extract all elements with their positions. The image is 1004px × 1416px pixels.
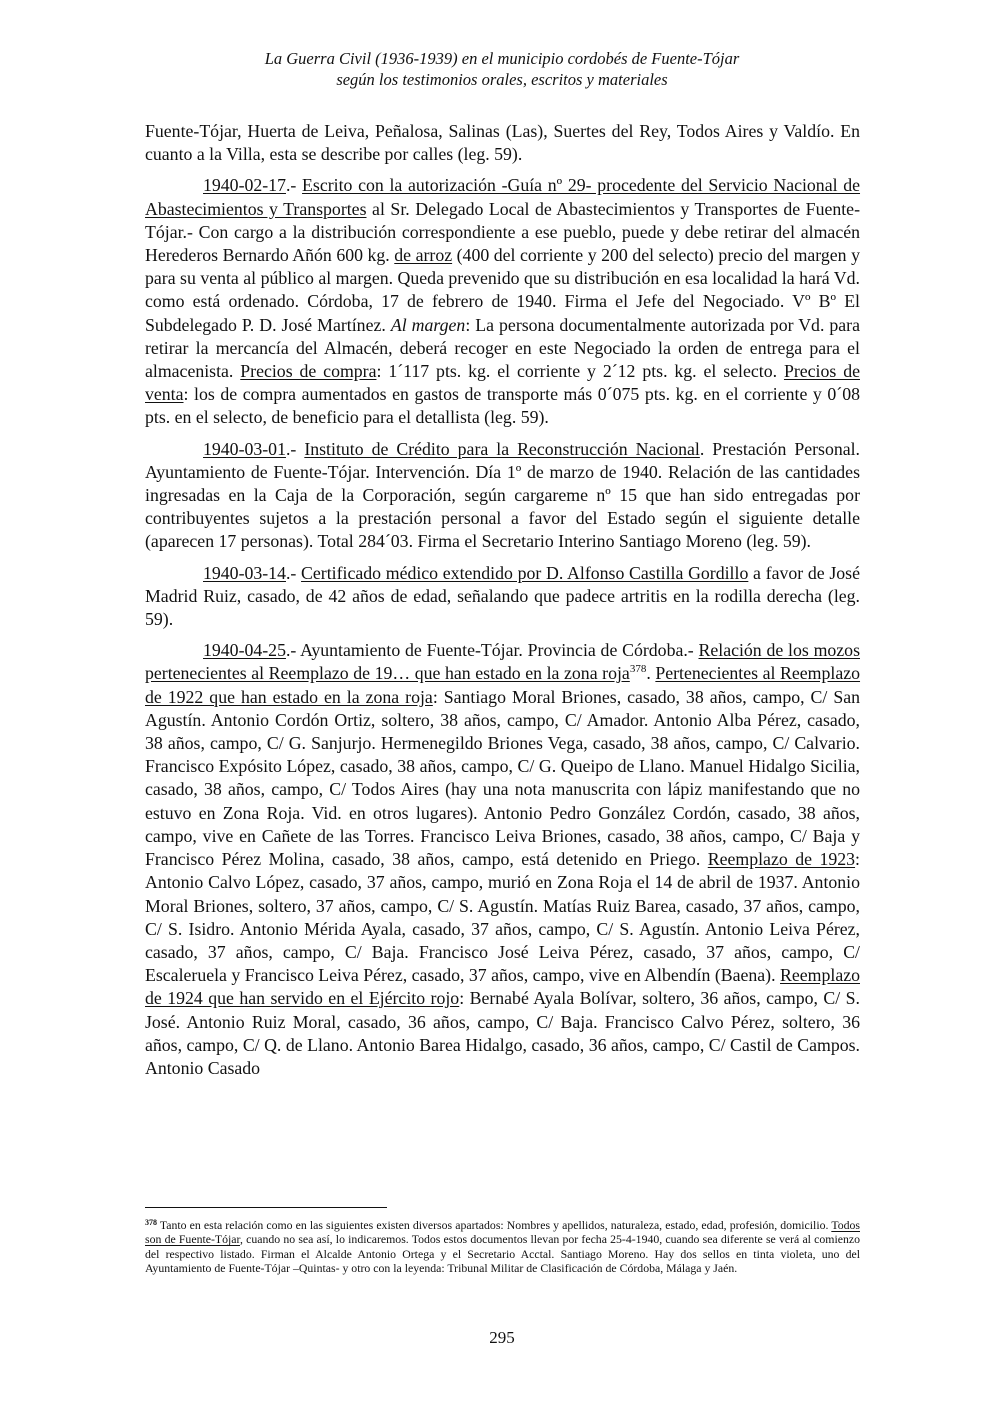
header-line-1: La Guerra Civil (1936-1939) en el municipio cordobés de Fuente-Tójar [264, 49, 740, 68]
underlined-text: Reemplazo de 1924 que han servido en el Ejército rojo [145, 965, 860, 1009]
underlined-text: de arroz [394, 245, 453, 266]
footnote-text: , cuando no sea así, lo indicaremos. Todos estos documentos llevan por fecha 25-4-1940, cuando sea diferente se verá al comienzo del respectivo listado. Firman el Alcalde Antonio Ortega y el Secretario Acctal. Santiago Moreno. Hay dos sellos en tinta violeta, uno del Ayuntamiento de Fuente-Tójar –Quintas- y otro con la leyenda: Tribunal Militar de Clasificación de Córdoba, Málaga y Jaén. [145, 1232, 860, 1276]
entry-1940-02-17 [145, 174, 860, 429]
underlined-text: Precios de compra [240, 361, 377, 382]
text-run: : Antonio Calvo López, casado, 37 años, campo, murió en Zona Roja el 14 de abril de 1937. Antonio Moral Briones, soltero, 37 años, campo, C/ S. Agustín. Matías Ruiz Barea, casado, 37 años, campo, C/ S. Isidro. Antonio Mérida Ayala, casado, 37 años, campo, C/ S. Agustín. Antonio Leiva Pérez, casado, 37 años, campo, C/ Baja. Francisco José Leiva Pérez, casado, 37 años, campo, C/ Escaleruela y Francisco Leiva Pérez, casado, 37 años, campo, vive en Albendín (Baena). [145, 849, 860, 986]
page-number: 295 [489, 1328, 515, 1347]
entry-date: 1940-03-14 [203, 562, 286, 583]
text-run: al Sr. Delegado Local de Abastecimientos y Transportes de Fuente-Tójar.- Con cargo a la distribución correspondiente a ese pueblo, puede y debe retirar del almacén Herederos Bernardo Añón 600 kg. [145, 198, 860, 266]
entry-1940-03-01 [145, 438, 860, 554]
entry-1940-04-25 [145, 639, 860, 1080]
underlined-text: Instituto de Crédito para la Reconstrucción Nacional [304, 438, 700, 459]
text-run: : La persona documentalmente autorizada por Vd. para retirar la mercancía del Almacén, deberá recoger en este Negociado la orden de entrega para el almacenista. [145, 314, 860, 382]
header-line-2: según los testimonios orales, escritos y materiales [336, 70, 668, 89]
text-run: .- [285, 175, 303, 196]
underlined-text: Escrito con la autorización -Guía nº 29- procedente del Servicio Nacional de Abastecimientos y Transportes [145, 175, 861, 219]
underlined-text: Precios de venta [145, 361, 860, 405]
text-run: .- [285, 438, 305, 459]
entry-1940-03-14 [145, 562, 860, 632]
text-run: : 1´117 pts. kg. el corriente y 2´12 pts. kg. el selecto. [376, 361, 784, 382]
text-run: .- Ayuntamiento de Fuente-Tójar. Provincia de Córdoba.- [285, 640, 699, 661]
text-run: .- [285, 562, 302, 583]
footnote-text: Tanto en esta relación como en las siguientes existen diversos apartados: Nombres y apellidos, naturaleza, estado, edad, profesión, domicilio. [157, 1218, 832, 1232]
text-run: . Prestación Personal. Ayuntamiento de Fuente-Tójar. Intervención. Día 1º de marzo de 1940. Relación de las cantidades ingresadas en la Caja de la Corporación, según cargareme nº 15 que han sido entregadas por contribuyentes sujetos a la prestación personal a favor del Estado según el siguiente detalle (aparecen 17 personas). Total 284´03. Firma el Secretario Interino Santiago Moreno (leg. 59). [145, 438, 861, 552]
text-run: : Bernabé Ayala Bolívar, soltero, 36 años, campo, C/ S. José. Antonio Ruiz Moral, casado, 36 años, campo, C/ Baja. Francisco Calvo Pérez, soltero, 36 años, campo, C/ Q. de Llano. Antonio Barea Hidalgo, casado, 36 años, campo, C/ Castil de Campos. Antonio Casado [145, 988, 861, 1078]
underlined-text: Reemplazo de 1923 [707, 849, 856, 870]
text-run: (400 del corriente y 200 del selecto) precio del margen y para su venta al público al margen. Queda prevenido que su distribución en esa localidad la hará Vd. como está ordenado. Córdoba, 17 de febrero de 1940. Firma el Jefe del Negociado. Vº Bº El Subdelegado P. D. José Martínez. [145, 245, 860, 335]
text-run: . [646, 663, 656, 684]
underlined-text: Certificado médico extendido por D. Alfonso Castilla Gordillo [301, 562, 749, 583]
running-header [0, 48, 1004, 90]
italic-text: Al margen [390, 314, 466, 335]
paragraph-continuation [145, 120, 860, 166]
footnote-number: 378 [145, 1218, 157, 1227]
entry-date: 1940-04-25 [203, 640, 286, 661]
page-body [145, 120, 860, 1088]
footnote-378 [145, 1218, 860, 1276]
text-run: : Santiago Moral Briones, casado, 38 años, campo, C/ San Agustín. Antonio Cordón Ortiz, soltero, 38 años, campo, C/ Amador. Antonio Alba Pérez, casado, 38 años, campo, C/ G. Sanjurjo. Hermenegildo Briones Vega, casado, 38 años, campo, C/ Calvario. Francisco Expósito López, casado, 38 años, campo, C/ G. Queipo de Llano. Manuel Hidalgo Sicilia, casado, 38 años, campo, C/ Todos Aires (hay una nota manuscrita con lápiz manifestando que no estuvo en Zona Roja. Vid. en otros lugares). Antonio Pedro González Cordón, casado, 38 años, campo, vive en Cañete de las Torres. Francisco Leiva Briones, casado, 38 años, campo, C/ Baja y Francisco Pérez Molina, casado, 38 años, campo, está detenido en Priego. [145, 686, 860, 870]
underlined-text: Relación de los mozos pertenecientes al Reemplazo de 19… que han estado en la zona roja [145, 640, 860, 684]
footnote-divider [145, 1207, 387, 1208]
underlined-text: Pertenecientes al Reemplazo de 1922 que han estado en la zona roja [145, 663, 861, 707]
entry-date: 1940-02-17 [203, 175, 286, 196]
text-run: a favor de José Madrid Ruiz, casado, de 42 años de edad, señalando que padece artritis en la rodilla derecha (leg. 59). [145, 562, 860, 630]
underlined-text: Todos son de Fuente-Tójar [145, 1218, 860, 1247]
entry-date: 1940-03-01 [203, 438, 286, 459]
footnote-reference[interactable]: 378 [629, 663, 647, 676]
paragraph-text: Fuente-Tójar, Huerta de Leiva, Peñalosa, Salinas (Las), Suertes del Rey, Todos Aires y Valdío. En cuanto a la Villa, esta se describe por calles (leg. 59). [145, 121, 860, 165]
text-run: : los de compra aumentados en gastos de transporte más 0´075 pts. kg. en el corriente y 0´08 pts. en el selecto, de beneficio para el detallista (leg. 59). [145, 384, 860, 428]
